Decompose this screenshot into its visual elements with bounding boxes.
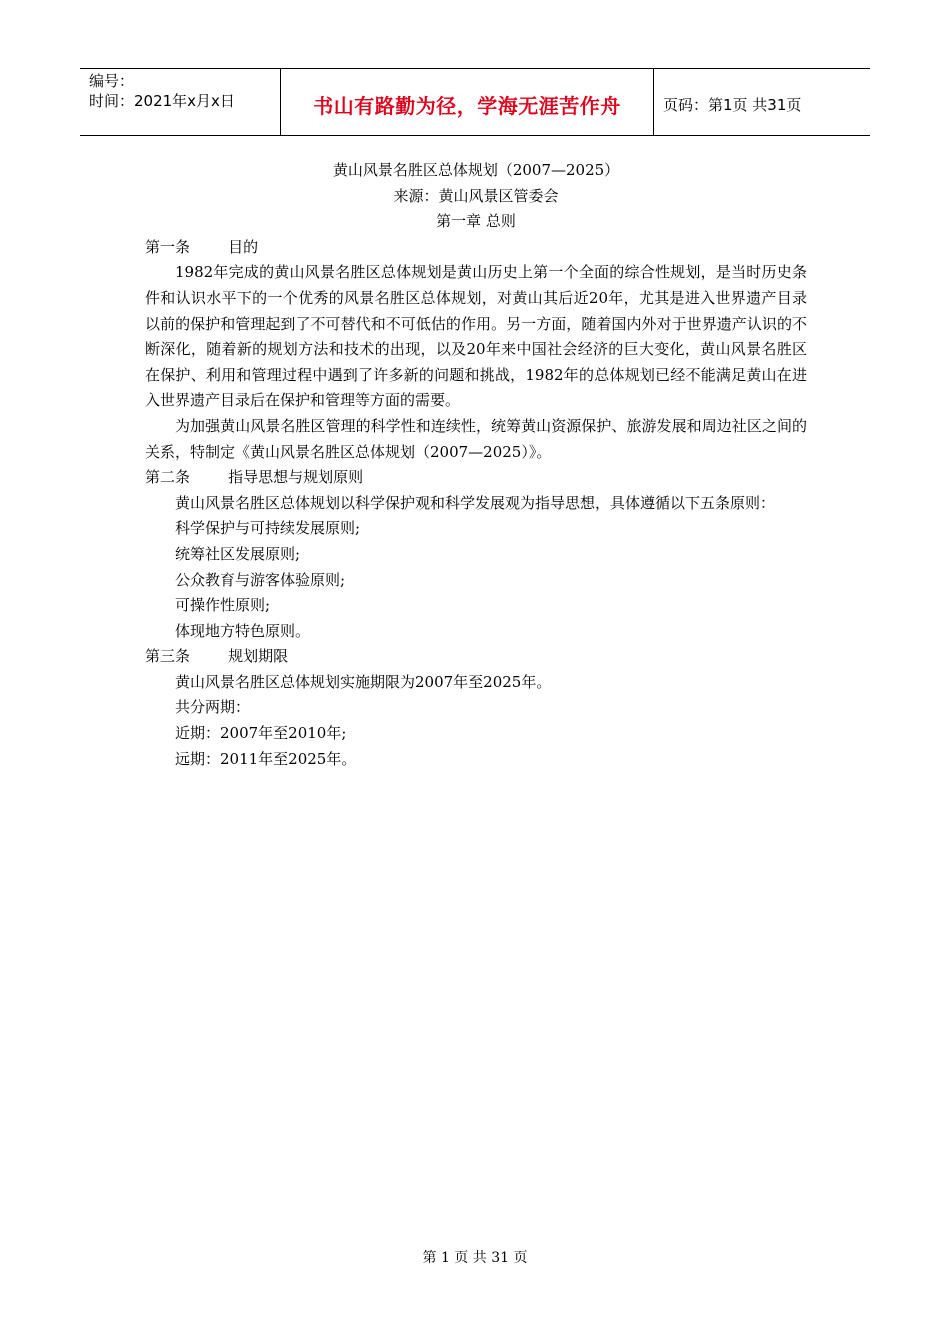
document-number-label: 编号： (89, 72, 135, 90)
principle-item: 科学保护与可持续发展原则; (175, 519, 361, 538)
header-meta-cell (80, 69, 281, 135)
footer-page-number: 第 1 页 共 31 页 (422, 1250, 528, 1266)
document-source: 来源：黄山风景区管委会 (393, 186, 559, 205)
header-page-number: 页码：第1页 共31页 (663, 95, 802, 114)
page-footer (0, 1247, 950, 1267)
principle-item: 统筹社区发展原则; (175, 544, 301, 563)
principle-item: 公众教育与游客体验原则; (175, 570, 346, 589)
article-1-paragraph-2: 为加强黄山风景名胜区管理的科学性和连续性，统筹黄山资源保护、旅游发展和周边社区之间的关系，特制定《黄山风景名胜区总体规划（2007—2025）》。 (145, 416, 807, 461)
document-body (145, 158, 807, 772)
chapter-heading: 第一章 总则 (436, 212, 516, 231)
article-3-line: 近期：2007年至2010年; (175, 724, 347, 743)
principle-item: 体现地方特色原则。 (175, 621, 311, 640)
article-3-line: 黄山风景名胜区总体规划实施期限为2007年至2025年。 (175, 672, 552, 691)
article-2-intro: 黄山风景名胜区总体规划以科学保护观和科学发展观为指导思想，具体遵循以下五条原则： (175, 493, 776, 512)
header-motto-cell (281, 69, 654, 135)
article-1-paragraph-1: 1982年完成的黄山风景名胜区总体规划是黄山历史上第一个全面的综合性规划，是当时历史条件和认识水平下的一个优秀的风景名胜区总体规划，对黄山其后近20年，尤其是进入世界遗产目录以前的保护和管理起到了不可替代和不可低估的作用。另一方面，随着国内外对于世界遗产认识的不断深化，随着新的规划方法和技术的出现，以及20年来中国社会经济的巨大变化，黄山风景名胜区在保护、利用和管理过程中遇到了许多新的问题和挑战，1982年的总体规划已经不能满足黄山在进入世界遗产目录后在保护和管理等方面的需要。 (145, 263, 807, 410)
document-time-label: 时间：2021年x月x日 (89, 92, 235, 110)
article-1-heading: 第一条 目的 (145, 237, 259, 256)
article-2-heading: 第二条 指导思想与规划原则 (145, 468, 364, 487)
document-title: 黄山风景名胜区总体规划（2007—2025） (332, 161, 620, 179)
article-3-heading: 第三条 规划期限 (145, 647, 289, 666)
principle-item: 可操作性原则; (175, 596, 271, 615)
page-header (80, 68, 870, 136)
header-motto: 书山有路勤为径，学海无涯苦作舟 (313, 93, 621, 118)
article-3-line: 远期：2011年至2025年。 (175, 749, 357, 768)
article-3-line: 共分两期： (175, 698, 251, 717)
header-page-cell (654, 69, 870, 135)
